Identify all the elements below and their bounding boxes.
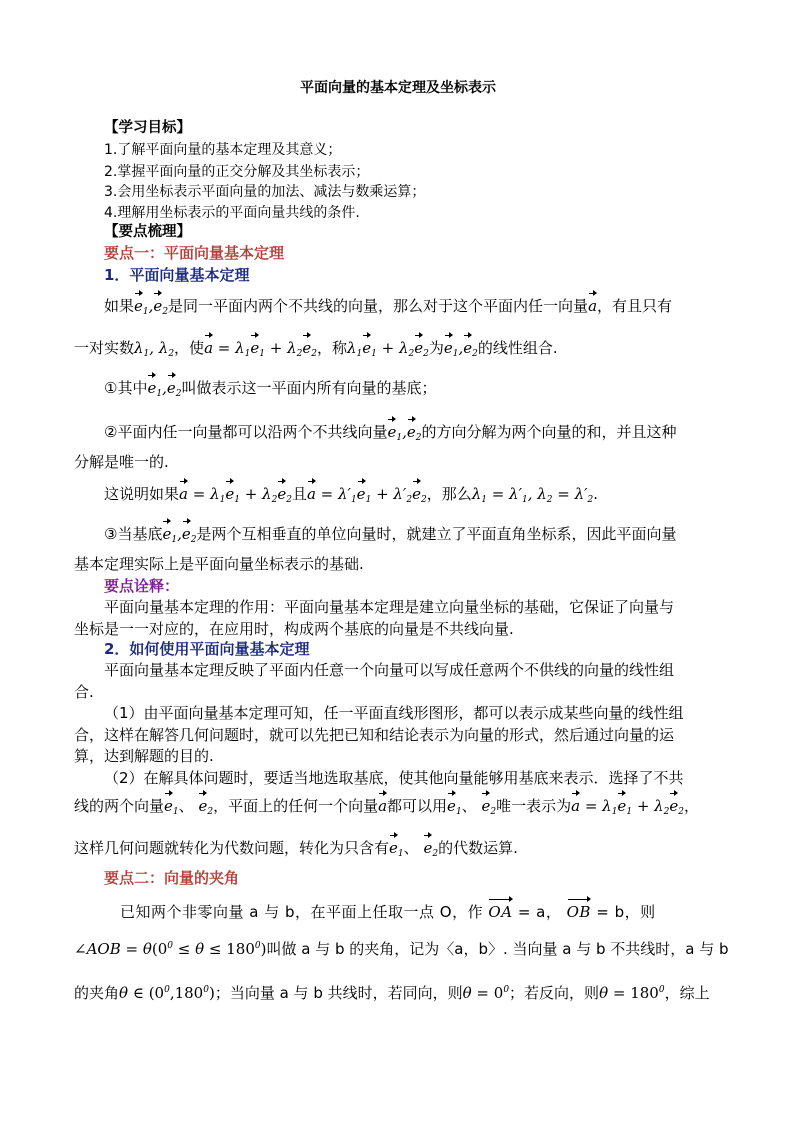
text: 的线性组合.	[477, 339, 558, 357]
text: ；若反向，则	[509, 984, 600, 1002]
text: ，有且只有	[597, 297, 673, 315]
vector-OA: OA	[488, 903, 513, 921]
e2: $e_2$	[198, 797, 214, 817]
formula-1: $a = \lambda_1e_1 + \lambda_2e_2$	[179, 485, 292, 505]
text: 这样几何问题就转化为代数问题，转化为只含有	[74, 839, 390, 857]
note-circle-3	[104, 524, 677, 550]
note-circle-2	[104, 422, 677, 448]
usage-text: 平面向量基本定理反映了平面内任意一个向量可以写成任意两个不供线的向量的线性组	[104, 661, 675, 679]
text: ①其中	[104, 379, 148, 397]
text: = a，	[517, 903, 562, 921]
goal-item: 2.掌握平面向量的正交分解及其坐标表示；	[104, 164, 370, 180]
vector-a: a	[378, 797, 388, 815]
goal-item: 4.理解用坐标表示的平面向量共线的条件.	[104, 205, 360, 221]
text: 一对实数	[74, 339, 135, 357]
vector-a: a	[588, 297, 598, 315]
linear-combination: $\lambda_1e_1 + \lambda_2e_2$	[347, 339, 429, 359]
basis-e1-e2: $e_1,e_2$	[134, 297, 169, 317]
e1: $e_1$	[447, 797, 462, 817]
text: 、	[178, 797, 194, 815]
text: 叫做表示这一平面内所有向量的基底；	[181, 379, 437, 397]
angle-line-2	[74, 936, 729, 959]
decomposition-formula: $a = \lambda_1e_1 + \lambda_2e_2$	[204, 339, 317, 359]
e1: $e_1$	[389, 839, 404, 859]
note-heading: 要点诠释：	[104, 577, 180, 595]
e2: $e_2$	[423, 839, 439, 859]
text: 是两个互相垂直的单位向量时，就建立了平面直角坐标系，因此平面向量	[196, 525, 677, 543]
text: ，平面上的任何一个向量	[213, 797, 379, 815]
e2: $e_2$	[481, 797, 497, 817]
note-circle-1	[104, 378, 437, 404]
point2-heading: 要点二：向量的夹角	[104, 869, 240, 887]
uniqueness-line: 这说明如果$a = \lambda_1e_1 + \lambda_2e_2$且$a = \lambda'_1e_1 + \lambda'_2e_2$，那么$\lambda_1 = \lambda'_1$, $\lambda_2 = \lambda'_2$.	[104, 485, 599, 505]
text: 为	[428, 339, 444, 357]
text: 的夹角	[74, 984, 120, 1002]
theta-180: $\theta = 180^0$	[599, 984, 665, 1002]
text: 这说明如果	[104, 485, 180, 503]
lambda-pair: $\lambda_1$, $\lambda_2$	[134, 339, 175, 359]
text: ，	[684, 797, 700, 815]
note-circle-2-cont: 分解是唯一的.	[74, 453, 169, 471]
usage-text: 算，达到解题的目的.	[74, 747, 214, 765]
text: ，使	[174, 339, 205, 357]
angle-line-1	[120, 902, 656, 922]
equality-result: $\lambda_1 = \lambda'_1$, $\lambda_2 = \lambda'_2$	[471, 485, 594, 505]
usage-basis-line	[74, 796, 699, 822]
note-circle-3-cont: 基本定理实际上是平面向量坐标表示的基础.	[74, 555, 364, 573]
basis-e1-e2: $e_1,e_2$	[162, 525, 197, 545]
usage-conclusion	[74, 838, 518, 864]
theorem-line-2	[74, 338, 558, 364]
goals-heading: 【学习目标】	[104, 120, 191, 136]
theta-zero: $\theta = 0^0$	[462, 984, 510, 1002]
text: 是同一平面内两个不共线的向量，那么对于这个平面内任一向量	[168, 297, 589, 315]
point1-sub2: 2．如何使用平面向量基本定理	[104, 640, 310, 658]
text: 已知两个非零向量 a 与 b，在平面上任取一点 O，作	[120, 903, 484, 921]
e1: $e_1$	[164, 797, 179, 817]
text: ，那么	[426, 485, 472, 503]
text: 线的两个向量	[74, 797, 165, 815]
usage-text: 合，这样在解答几何问题时，就可以先把已知和结论表示为向量的形式，然后通过向量的运	[74, 726, 675, 744]
goal-item: 1.了解平面向量的基本定理及其意义；	[104, 142, 342, 158]
note-text: 坐标是一一对应的，在应用时，构成两个基底的向量是不共线向量.	[74, 620, 514, 638]
text: ；当向量 a 与 b 共线时，若同向，则	[214, 984, 463, 1002]
text: ③当基底	[104, 525, 163, 543]
text: 都可以用	[387, 797, 448, 815]
summary-heading: 【要点梳理】	[104, 224, 191, 240]
text: 如果	[104, 297, 135, 315]
text: ，综上	[664, 984, 710, 1002]
text: 叫做 a 与 b 的夹角，记为〈a，b〉. 当向量 a 与 b 不共线时，a 与 b	[266, 940, 729, 958]
angle-definition: ∠AOB = $\theta(0^0 \le \theta \le 180^0)$	[74, 940, 267, 958]
angle-range: θ ∈ $(0^0,180^0)$	[119, 984, 215, 1002]
goal-item: 3.会用坐标表示平面向量的加法、减法与数乘运算；	[104, 184, 426, 200]
text: 的方向分解为两个向量的和，并且这种	[421, 423, 677, 441]
usage-text: （1）由平面向量基本定理可知，任一平面直线形图形，都可以表示成某些向量的线性组	[104, 704, 684, 722]
text: 唯一表示为	[496, 797, 572, 815]
text: ，称	[316, 339, 347, 357]
page-title: 平面向量的基本定理及坐标表示	[300, 80, 496, 96]
note-text: 平面向量基本定理的作用：平面向量基本定理是建立向量坐标的基础，它保证了向量与	[104, 598, 675, 616]
theorem-line-1	[104, 296, 672, 322]
basis-e1-e2: $e_1,e_2$	[147, 379, 182, 399]
point1-sub1: 1．平面向量基本定理	[104, 266, 250, 284]
text: 、	[403, 839, 419, 857]
basis-e1-e2: $e_1,e_2$	[387, 423, 422, 443]
vector-OB: OB	[566, 903, 591, 921]
formula-2: $a = \lambda'_1e_1 + \lambda'_2e_2$	[306, 485, 427, 505]
basis-e1-e2: $e_1,e_2$	[443, 339, 478, 359]
text: 的代数运算.	[438, 839, 518, 857]
text: 、	[461, 797, 477, 815]
usage-text: 合.	[74, 683, 94, 701]
angle-line-3	[74, 980, 710, 1003]
decomposition-formula: $a = \lambda_1e_1 + \lambda_2e_2$	[571, 797, 685, 817]
usage-text: （2）在解具体问题时，要适当地选取基底，使其他向量能够用基底来表示．选择了不共	[104, 769, 684, 787]
text: 且	[291, 485, 307, 503]
text: = b，则	[596, 903, 656, 921]
point1-heading: 要点一：平面向量基本定理	[104, 244, 285, 262]
text: ②平面内任一向量都可以沿两个不共线向量	[104, 423, 388, 441]
